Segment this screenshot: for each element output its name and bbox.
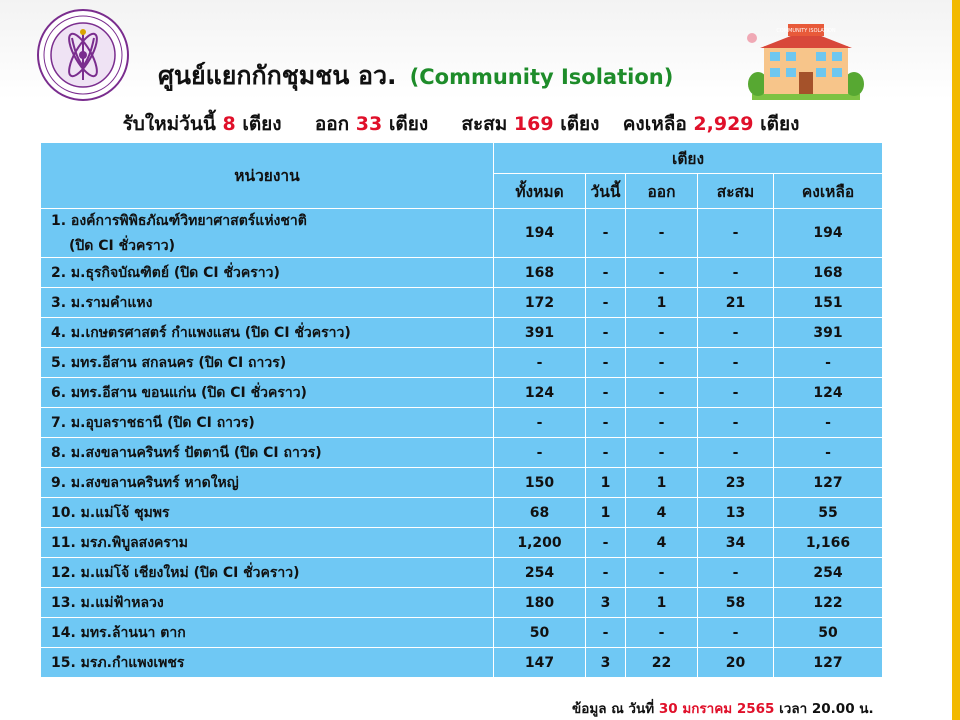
cell-today: - [586, 528, 626, 558]
cell-total: 168 [494, 258, 586, 288]
cell-out: - [626, 378, 698, 408]
cell-today: - [586, 288, 626, 318]
table-row [41, 618, 883, 648]
cell-remaining: 127 [774, 468, 883, 498]
cell-today: - [586, 209, 626, 258]
cell-today: 3 [586, 648, 626, 678]
summary-out-label: ออก [314, 113, 350, 135]
cell-remaining: 122 [774, 588, 883, 618]
beds-table [40, 142, 883, 678]
header-out: ออก [626, 174, 698, 209]
cell-out: - [626, 348, 698, 378]
org-name: 1. องค์การพิพิธภัณฑ์วิทยาศาสตร์แห่งชาติ (ปิด CI ชั่วคราว) [41, 209, 494, 258]
cell-today: 3 [586, 588, 626, 618]
cell-out: - [626, 258, 698, 288]
cell-total: 180 [494, 588, 586, 618]
table-row [41, 378, 883, 408]
cell-out: 1 [626, 588, 698, 618]
accent-bar [952, 0, 960, 720]
header-remaining: คงเหลือ [774, 174, 883, 209]
cell-remaining: 168 [774, 258, 883, 288]
cell-out: 1 [626, 288, 698, 318]
summary-new-value: 8 [222, 113, 236, 135]
summary-new-label: รับใหม่วันนี้ [122, 113, 216, 135]
cell-total: 68 [494, 498, 586, 528]
cell-today: - [586, 258, 626, 288]
org-name: 10. ม.แม่โจ้ ชุมพร [41, 498, 494, 528]
cell-remaining: 254 [774, 558, 883, 588]
cell-cumulative: 58 [698, 588, 774, 618]
cell-remaining: - [774, 408, 883, 438]
table-row [41, 258, 883, 288]
cell-total: 124 [494, 378, 586, 408]
cell-cumulative: 34 [698, 528, 774, 558]
cell-total: 1,200 [494, 528, 586, 558]
cell-out: 4 [626, 528, 698, 558]
cell-today: - [586, 318, 626, 348]
cell-cumulative: - [698, 438, 774, 468]
org-name: 15. มรภ.กำแพงเพชร [41, 648, 494, 678]
cell-cumulative: - [698, 408, 774, 438]
building-icon [746, 16, 866, 100]
table-row [41, 408, 883, 438]
cell-cumulative: - [698, 258, 774, 288]
cell-total: - [494, 348, 586, 378]
org-name: 2. ม.ธุรกิจบัณฑิตย์ (ปิด CI ชั่วคราว) [41, 258, 494, 288]
org-name: 9. ม.สงขลานครินทร์ หาดใหญ่ [41, 468, 494, 498]
cell-remaining: 55 [774, 498, 883, 528]
org-name: 5. มทร.อีสาน สกลนคร (ปิด CI ถาวร) [41, 348, 494, 378]
cell-remaining: 391 [774, 318, 883, 348]
cell-total: 172 [494, 288, 586, 318]
cell-remaining: - [774, 438, 883, 468]
header-today: วันนี้ [586, 174, 626, 209]
org-note: (ปิด CI ชั่วคราว) [69, 237, 175, 254]
timestamp-prefix: ข้อมูล ณ วันที่ [572, 701, 655, 717]
title-thai: ศูนย์แยกกักชุมชน อว. [158, 61, 397, 90]
cell-total: 194 [494, 209, 586, 258]
cell-total: 150 [494, 468, 586, 498]
org-name: 8. ม.สงขลานครินทร์ ปัตตานี (ปิด CI ถาวร) [41, 438, 494, 468]
table-row [41, 648, 883, 678]
summary-out-value: 33 [355, 113, 383, 135]
cell-total: 50 [494, 618, 586, 648]
cell-out: - [626, 209, 698, 258]
cell-remaining: 1,166 [774, 528, 883, 558]
cell-remaining: 194 [774, 209, 883, 258]
cell-today: - [586, 408, 626, 438]
cell-out: 1 [626, 468, 698, 498]
table-row [41, 498, 883, 528]
org-name: 13. ม.แม่ฟ้าหลวง [41, 588, 494, 618]
org-name: 6. มทร.อีสาน ขอนแก่น (ปิด CI ชั่วคราว) [41, 378, 494, 408]
cell-total: 391 [494, 318, 586, 348]
cell-cumulative: 23 [698, 468, 774, 498]
cell-remaining: 124 [774, 378, 883, 408]
cell-today: - [586, 348, 626, 378]
org-name: 11. มรภ.พิบูลสงคราม [41, 528, 494, 558]
table-row [41, 209, 883, 258]
cell-cumulative: - [698, 378, 774, 408]
cell-today: - [586, 618, 626, 648]
ministry-logo [36, 8, 130, 102]
summary-out-unit: เตียง [388, 113, 429, 135]
table-row [41, 318, 883, 348]
summary-remain-value: 2,929 [693, 113, 754, 135]
cell-out: - [626, 618, 698, 648]
org-name: 4. ม.เกษตรศาสตร์ กำแพงแสน (ปิด CI ชั่วคราว) [41, 318, 494, 348]
cell-out: - [626, 318, 698, 348]
table-row [41, 528, 883, 558]
timestamp-time: เวลา 20.00 น. [779, 701, 874, 717]
org-name: 14. มทร.ล้านนา ตาก [41, 618, 494, 648]
cell-cumulative: - [698, 618, 774, 648]
cell-total: - [494, 438, 586, 468]
table-row [41, 438, 883, 468]
cell-cumulative: - [698, 318, 774, 348]
cell-today: 1 [586, 498, 626, 528]
cell-out: - [626, 558, 698, 588]
cell-cumulative: - [698, 209, 774, 258]
cell-out: - [626, 408, 698, 438]
cell-total: - [494, 408, 586, 438]
cell-today: 1 [586, 468, 626, 498]
cell-total: 147 [494, 648, 586, 678]
page-title [158, 56, 673, 96]
summary-remain-label: คงเหลือ [622, 113, 687, 135]
table-row [41, 558, 883, 588]
cell-out: 22 [626, 648, 698, 678]
summary-remain-unit: เตียง [760, 113, 800, 135]
cell-today: - [586, 378, 626, 408]
summary-new-unit: เตียง [242, 113, 282, 135]
table-row [41, 588, 883, 618]
header-total: ทั้งหมด [494, 174, 586, 209]
summary-cum-value: 169 [513, 113, 554, 135]
cell-remaining: - [774, 348, 883, 378]
org-name: 7. ม.อุบลราชธานี (ปิด CI ถาวร) [41, 408, 494, 438]
summary-cum-label: สะสม [461, 113, 508, 135]
cell-cumulative: 20 [698, 648, 774, 678]
timestamp-date: 30 มกราคม 2565 [658, 701, 775, 717]
table-row [41, 348, 883, 378]
table-row [41, 468, 883, 498]
cell-total: 254 [494, 558, 586, 588]
summary-cum-unit: เตียง [560, 113, 600, 135]
cell-out: - [626, 438, 698, 468]
header-beds: เตียง [494, 143, 883, 174]
table-row [41, 288, 883, 318]
cell-cumulative: - [698, 348, 774, 378]
cell-out: 4 [626, 498, 698, 528]
cell-cumulative: - [698, 558, 774, 588]
org-name: 12. ม.แม่โจ้ เชียงใหม่ (ปิด CI ชั่วคราว) [41, 558, 494, 588]
title-english: (Community Isolation) [409, 65, 674, 89]
cell-cumulative: 13 [698, 498, 774, 528]
cell-remaining: 151 [774, 288, 883, 318]
org-name: 3. ม.รามคำแหง [41, 288, 494, 318]
header-cumulative: สะสม [698, 174, 774, 209]
building-sign-text: COMMUNITY ISOLATION [776, 28, 836, 34]
cell-remaining: 50 [774, 618, 883, 648]
header-organization: หน่วยงาน [41, 143, 494, 209]
cell-cumulative: 21 [698, 288, 774, 318]
cell-today: - [586, 558, 626, 588]
cell-remaining: 127 [774, 648, 883, 678]
data-timestamp [572, 697, 874, 719]
summary-bar [40, 105, 882, 141]
cell-today: - [586, 438, 626, 468]
